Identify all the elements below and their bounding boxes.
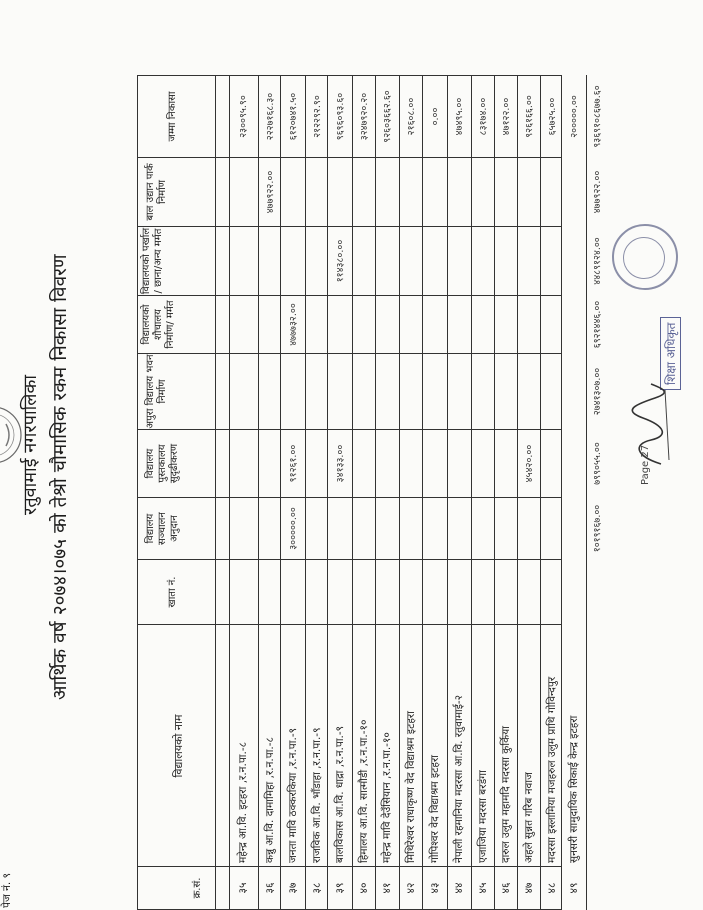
header-fence-repair: विद्यालयको पर्खाल / छाना/अन्य मर्मत (141, 227, 164, 295)
total-library: ७९९०५५.०० (592, 442, 603, 485)
page-number-label: पेज नं. ९ (1, 872, 13, 908)
header-total: जम्मा निकासा (167, 91, 178, 142)
header-child-park: बाल उद्यान पार्क निर्माण (145, 163, 168, 221)
total-operation: १०१९१६७.०० (592, 504, 603, 553)
education-officer-stamp: शिक्षा अधिकृत (660, 317, 681, 390)
header-operation-grant: विद्यालय सञ्चालन अनुदान (145, 512, 180, 545)
header-sn: क्र.सं. (192, 877, 203, 899)
official-round-stamp-inner (623, 237, 665, 279)
header-building: अपुरा विद्यालय भवन निर्माण (145, 354, 168, 429)
rotated-document-sheet: पेज नं. ९ रतुवामाई नगरपालिका आर्थिक वर्ष २०७४।०७५ को तेश्रो चौमासिक रकम निकासा विवरण क्र.सं. विद्यालयको नाम खाता नं. विद्यालय सञ्चालन अनुदान विद्यालय पुस्तकालय सुदृढीकरण अपुरा विद्यालय भवन निर्माण विद्यालयको शौचालय निर्माण/ मर्मत विद्यालयको पर्खाल / छाना/अन्य मर्मत बाल उद्यान पार्क निर्माण जम्मा निकासा ३५ महेन्द्र आ.वि. इटहरा ,र.न.पा.-८ २३००९५.९० ३६ कन्नु आ.वि. दामामिहा ,र.न.पा.-८ ४७७९२२.०० २२२७१६८.३० ३७ जनता मावि ठक्करकिया ,र.न.पा.-९ ३०००००.०० ९१२६१.०० ४७७७३२.०० ६१२०७४१.५० ३८ राजविक आ.वि. भाँडाहा ,र.न.पा.-९ २१२२९२.९० ३९ बालविकास आ.वि. धाद्रा ,र.न.पा.-९ ३४१३३.०० ११४३८०.०० ९६९६०९३.६० ४० हिमालय आ.वि. सात्मौडी ,र.न.पा.-१० ३२४७९२०.२० ४१ महेन्द्र मावि देउँसियान ,र.न.पा.-१० ९२६०३६६२.६० ४२ मिथिरेश्वर राधाकृष्ण वेद विद्याश्रम इटहरा २१६०८.०० ४३ गोपिश्वर वेद विद्याश्रम इटहरा ०.०० ४४ नेपाली रहमानिया मदरसा आ.वि. रतुवामाई-२ ४७४९५.०० ४५ एजाजिया मदरसा बरडंगा ८३१७४.०० ४६ दारुल उलुम महामदि मदरसा कुर्किया ४७१२२.०० ४७ अहले सुन्नत गरिब नवाज ४५४२०.०० ९२६१६६.०० ४८ मदरसा इस्लामिया मजहरुल उलुम प्राथि गोविन्दपुर ६५७२५.०० ४९ सुनसरी सामुदायिक सिकाई केन्द्र इटहरा २०००००.०० १०१९१६७.०० ७९९०५५.०० २७४१३०७.०० ६९२१४४६.०० ४४८९१२४.०० ४७७९२२.०० ९३६९१०८६७७.६० शिक्षा अधिकृत Page 27 (0, 0, 703, 910)
page-footer: Page 27 (640, 444, 651, 485)
total-park: ४७७९२२.०० (592, 170, 603, 214)
total-grand: ९३६९१०८६७७.६० (592, 85, 603, 148)
header-school-name: विद्यालयको नाम (172, 714, 185, 778)
header-library: विद्यालय पुस्तकालय सुदृढीकरण (145, 443, 180, 484)
allocation-table: क्र.सं. विद्यालयको नाम खाता नं. विद्यालय सञ्चालन अनुदान विद्यालय पुस्तकालय सुदृढीकरण अपुरा विद्यालय भवन निर्माण विद्यालयको शौचालय निर्माण/ मर्मत विद्यालयको पर्खाल / छाना/अन्य मर्मत बाल उद्यान पार्क निर्माण जम्मा निकासा ३५ महेन्द्र आ.वि. इटहरा ,र.न.पा.-८ २३००९५.९० ३६ कन्नु आ.वि. दामामिहा ,र.न.पा.-८ ४७७९२२.०० २२२७१६८.३० ३७ जनता मावि ठक्करकिया ,र.न.पा.-९ ३०००००.०० ९१२६१.०० ४७७७३२.०० ६१२०७४१.५० ३८ राजविक आ.वि. भाँडाहा ,र.न.पा.-९ २१२२९२.९० ३९ बालविकास आ.वि. धाद्रा ,र.न.पा.-९ ३४१३३.०० ११४३८०.०० ९६९६०९३.६० ४० हिमालय आ.वि. सात्मौडी ,र.न.पा.-१० ३२४७९२०.२० ४१ महेन्द्र मावि देउँसियान ,र.न.पा.-१० ९२६०३६६२.६० ४२ मिथिरेश्वर राधाकृष्ण वेद विद्याश्रम इटहरा २१६०८.०० ४३ गोपिश्वर वेद विद्याश्रम इटहरा ०.०० ४४ नेपाली रहमानिया मदरसा आ.वि. रतुवामाई-२ ४७४९५.०० ४५ एजाजिया मदरसा बरडंगा ८३१७४.०० ४६ दारुल उलुम महामदि मदरसा कुर्किया ४७१२२.०० ४७ अहले सुन्नत गरिब नवाज ४५४२०.०० ९२६१६६.०० ४८ मदरसा इस्लामिया मजहरुल उलुम प्राथि गोविन्दपुर ६५७२५.०० (137, 75, 562, 910)
header-account-no: खाता नं. (167, 576, 178, 608)
header-toilet: विद्यालयको शौचालय निर्माण/ मर्मत (141, 300, 176, 349)
document-title: आर्थिक वर्ष २०७४।०७५ को तेश्रो चौमासिक रकम निकासा विवरण (49, 254, 71, 700)
municipality-name: रतुवामाई नगरपालिका (20, 374, 41, 515)
total-fence: ४४८९१२४.०० (592, 237, 603, 285)
total-building: २७४१३०७.०० (592, 367, 603, 416)
total-toilet: ६९२१४४६.०० (592, 300, 603, 349)
